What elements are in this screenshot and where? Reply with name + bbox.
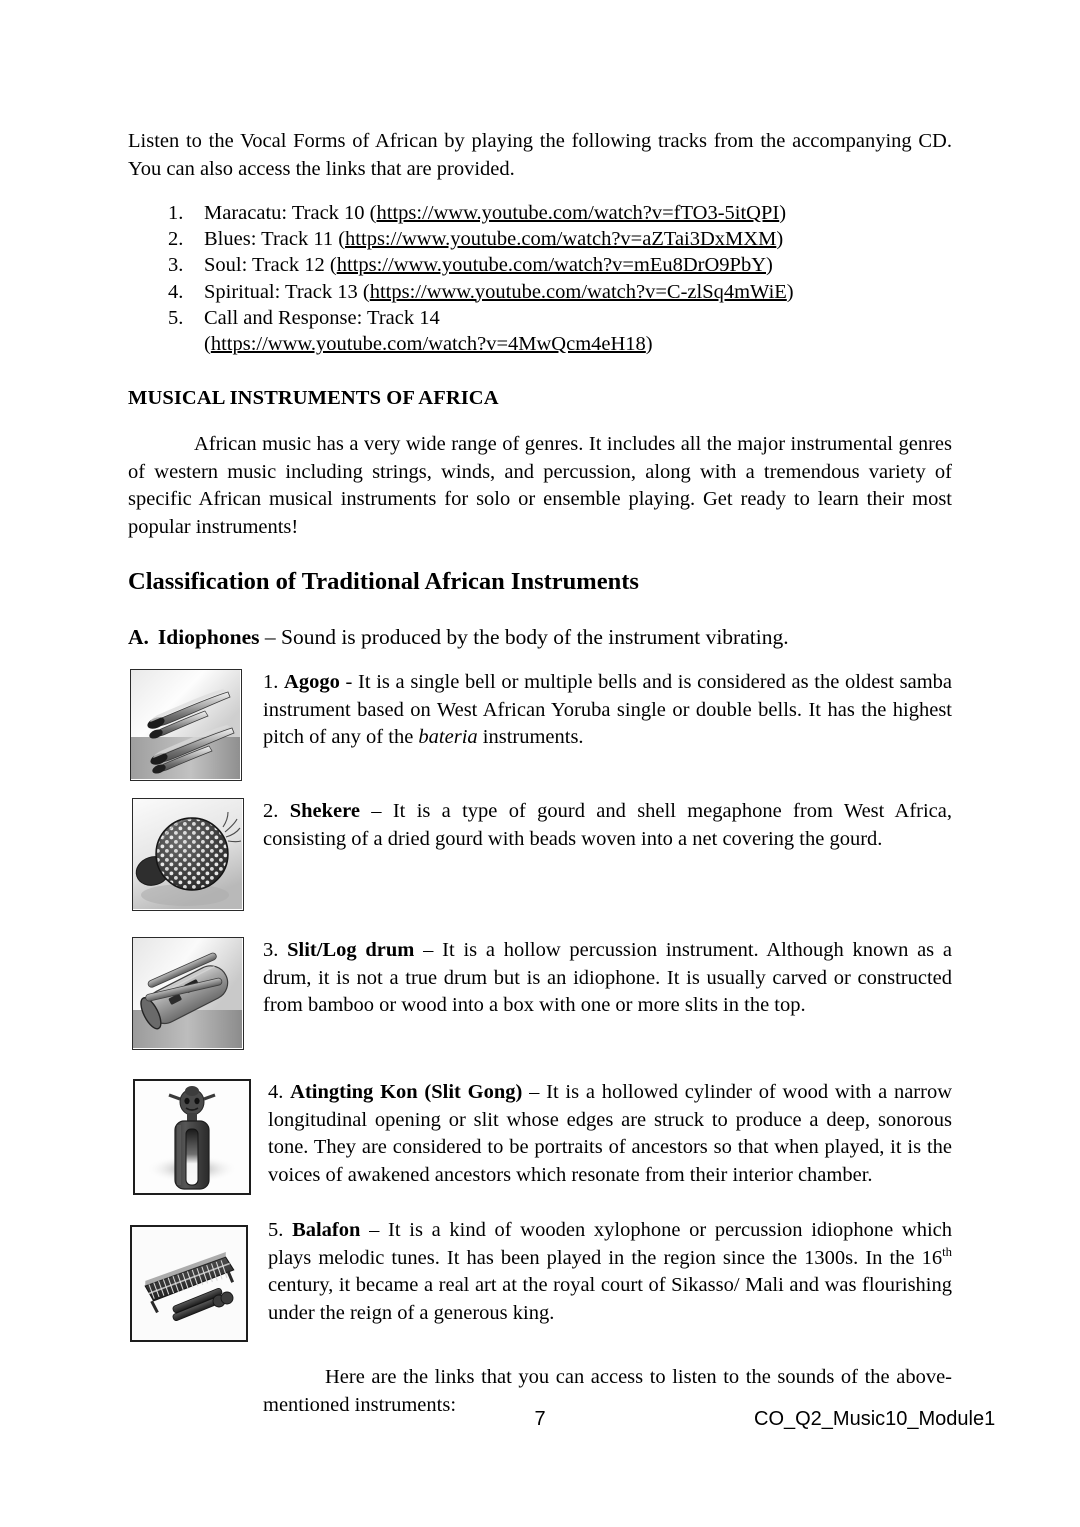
atingting-kon-slit-gong-photo [133, 1079, 251, 1195]
list-item-tail: ) [786, 280, 794, 303]
instrument-thumbnail-cell [132, 937, 244, 1050]
instrument-description [263, 798, 952, 853]
paren-open: ( [204, 333, 211, 356]
list-item-number: 4. [168, 280, 184, 303]
list-item-number: 1. [168, 202, 184, 224]
instrument-dash: – [360, 1219, 389, 1242]
instrument-entry-balafon [128, 1217, 952, 1339]
instrument-dash: – [414, 939, 443, 962]
track-link[interactable]: https://www.youtube.com/watch?v=aZTai3DxMXM [345, 228, 777, 251]
instrument-entry-shekere [128, 798, 952, 911]
track-link[interactable]: https://www.youtube.com/watch?v=C-zlSq4mWiE [369, 280, 787, 303]
instrument-name: Balafon [292, 1219, 361, 1242]
instrument-dash: – [522, 1081, 547, 1104]
list-item-tail: ) [779, 202, 787, 224]
instrument-text-b: century, it became a real art at the royal court of Sikasso/ Mali and was flourishing under the reign of a generous king. [268, 1274, 952, 1324]
instrument-description [268, 1079, 952, 1189]
track-link[interactable]: https://www.youtube.com/watch?v=mEu8DrO9PbY [336, 254, 766, 277]
section-title: MUSICAL INSTRUMENTS OF AFRICA [128, 387, 499, 410]
balafon-illustration [132, 1227, 246, 1340]
instrument-emphasis: bateria [418, 726, 478, 749]
list-item [128, 252, 952, 278]
slit-log-drum-illustration [133, 938, 242, 1048]
track-link[interactable]: https://www.youtube.com/watch?v=4MwQcm4eH18 [210, 333, 646, 356]
list-item-number: 2. [168, 228, 184, 251]
list-item-label: Call and Response: Track 14 [204, 306, 440, 329]
list-item-tail: ) [645, 333, 653, 356]
instrument-thumbnail-cell [130, 669, 242, 781]
instrument-number: 4. [268, 1081, 284, 1104]
list-item-url-line [204, 331, 952, 357]
instrument-thumbnail-cell [133, 1079, 251, 1195]
list-item-label: Maracatu: Track 10 ( [204, 202, 377, 224]
instrument-number: 3. [263, 939, 279, 962]
list-item-tail: ) [776, 228, 784, 251]
atingting-kon-cylinder [175, 1121, 209, 1189]
instrument-dash: – [359, 800, 393, 823]
instrument-text-a: It is a kind of wooden xylophone or percussion idiophone which plays melodic tunes. It has been played in the region since the 1300s. In the 16 [268, 1219, 953, 1269]
track-link[interactable]: https://www.youtube.com/watch?v=fTO3-5itQPI [376, 202, 780, 224]
intro-paragraph: Listen to the Vocal Forms of African by playing the following tracks from the accompanying CD. You can also access the links that are provided. [128, 130, 952, 180]
section-body-paragraph: African music has a very wide range of genres. It includes all the major instrumental genres of western music including strings, winds, and percussion, along with a tremendous variety of specific African musical instruments for solo or ensemble playing. Get ready to learn their most popular instruments! [128, 433, 952, 538]
instrument-text-a: It is a single bell or multiple bells and is considered as the oldest samba instrument based on West African Yoruba single or double bells. It has the highest pitch of any of the [263, 671, 953, 749]
category-name: Idiophones [157, 625, 260, 650]
instrument-thumbnail-cell [132, 798, 244, 911]
balafon-xylophone-photo [130, 1225, 248, 1342]
list-item-tail: ) [766, 254, 773, 277]
instrument-number: 2. [263, 800, 279, 823]
agogo-illustration [131, 670, 240, 779]
instrument-text-a: It is a hollow percussion instrument. Although known as a drum, it is not a true drum but is an idiophone. It is usually carved or constructed from bamboo or wood into a box with one or more slits in the top. [263, 939, 953, 1017]
instrument-name: Shekere [289, 800, 360, 823]
page-content [128, 128, 952, 1440]
shekere-gourd-photo [132, 798, 244, 911]
list-item [128, 226, 952, 252]
classification-title: Classification of Traditional African Instruments [128, 568, 639, 596]
instrument-entry-agogo [128, 669, 952, 781]
instrument-dash: - [339, 671, 359, 694]
instrument-name: Slit/Log drum [287, 939, 415, 962]
instrument-entry-slit-log-drum [128, 937, 952, 1050]
instrument-entry-atingting-kon [128, 1079, 952, 1197]
instrument-thumbnail-cell [130, 1225, 248, 1342]
instrument-description [263, 669, 952, 781]
page-number: 7 [534, 1408, 546, 1430]
instrument-description [268, 1217, 952, 1327]
category-idiophones [128, 623, 952, 651]
instrument-text-b: instruments. [477, 726, 584, 749]
agogo-bells-photo [130, 669, 242, 781]
instrument-text-a: It is a hollowed cylinder of wood with a narrow longitudinal opening or slit whose edges are struck to produce a deep, sonorous tone. They are considered to be portraits of ancestors so that when played, it is the voices of awakened ancestors which resonate from their interior chamber. [268, 1081, 953, 1186]
instrument-number: 5. [268, 1219, 284, 1242]
instrument-name: Atingting Kon (Slit Gong) [290, 1081, 523, 1104]
atingting-kon-illustration [135, 1081, 249, 1193]
list-item-label: Spiritual: Track 13 ( [204, 280, 370, 303]
list-item [128, 279, 952, 305]
module-code: CO_Q2_Music10_Module1 [754, 1408, 996, 1430]
track-list [128, 200, 952, 357]
page-footer [0, 1408, 1080, 1448]
list-item-number: 3. [168, 254, 184, 277]
instrument-name: Agogo [284, 671, 340, 694]
closing-paragraph: Here are the links that you can access to listen to the sounds of the above-mentioned instruments: [263, 1366, 952, 1416]
instrument-description [263, 937, 952, 1020]
shekere-gourd-body [156, 818, 228, 890]
ordinal-suffix: th [942, 1244, 952, 1259]
shekere-illustration [133, 799, 242, 909]
category-letter: A. [128, 625, 149, 650]
list-item-number: 5. [168, 306, 184, 329]
list-item-label: Soul: Track 12 ( [204, 254, 337, 277]
list-item [128, 305, 952, 357]
instrument-number: 1. [263, 671, 279, 694]
instrument-text-a: It is a type of gourd and shell megaphone from West Africa, consisting of a dried gourd with beads woven into a net covering the gourd. [263, 800, 953, 850]
category-description: – Sound is produced by the body of the instrument vibrating. [259, 625, 789, 650]
slit-log-drum-photo [132, 937, 244, 1050]
list-item [128, 200, 952, 226]
list-item-label: Blues: Track 11 ( [204, 228, 346, 251]
